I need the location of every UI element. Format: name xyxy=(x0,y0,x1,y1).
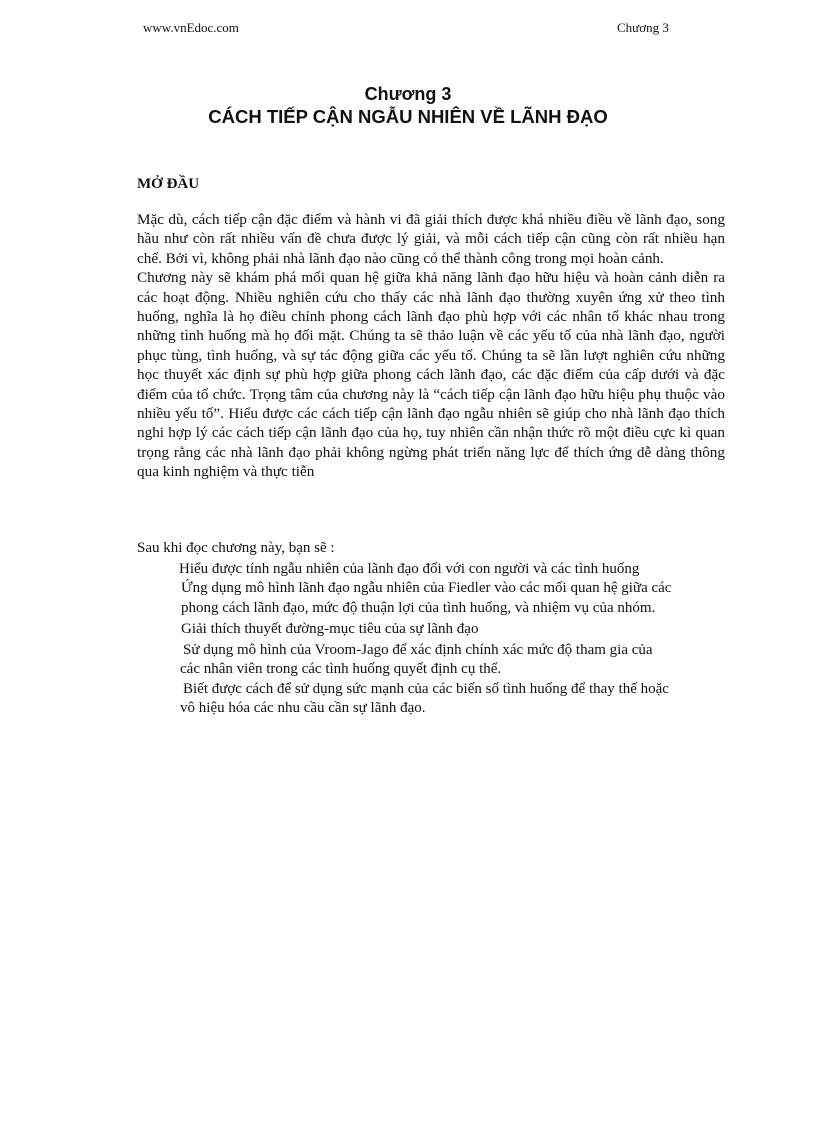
objective-text: Ứng dụng mô hình lãnh đạo ngẫu nhiên của Fiedler vào các mối quan hệ giữa các phong cách lãnh đạo, mức độ thuận lợi của tình huống, và nhiệm vụ của nhóm. xyxy=(181,580,672,616)
objectives-list xyxy=(137,560,737,719)
objectives-intro: Sau khi đọc chương này, bạn sẽ : xyxy=(137,540,335,556)
objective-item xyxy=(137,579,681,618)
objective-text-continued: vô hiệu hóa các nhu cầu cần sự lãnh đạo. xyxy=(180,700,426,716)
objectives-block xyxy=(137,539,737,719)
objective-item xyxy=(137,680,727,719)
header-chapter: Chương 3 xyxy=(617,20,669,35)
header-site: www.vnEdoc.com xyxy=(143,20,239,35)
body-text xyxy=(137,210,725,482)
objective-text: Hiểu được tính ngẫu nhiên của lãnh đạo đối với con người và các tình huống xyxy=(179,560,640,577)
objective-item xyxy=(137,560,737,580)
paragraph-2: Chương này sẽ khám phá mối quan hệ giữa khả năng lãnh đạo hữu hiệu và hoàn cảnh diễn ra các hoạt động. Nhiều nghiên cứu cho thấy các nhà lãnh đạo thường xuyên ứng xử theo tình huống, nghĩa là họ điều chỉnh phong cách lãnh đạo phù hợp với các nhân tố khác nhau trong những tình huống mà họ đối mặt. Chúng ta sẽ thảo luận về các yếu tố của nhà lãnh đạo, người phục tùng, tình huống, và sự tác động giữa các yếu tố. Chúng ta sẽ lần lượt nghiên cứu những học thuyết xác định sự phù hợp giữa phong cách lãnh đạo, các đặc điểm của cấp dưới và đặc điểm của tổ chức. Trọng tâm của chương này là “cách tiếp cận lãnh đạo hữu hiệu phụ thuộc vào nhiều yếu tố”. Hiểu được các cách tiếp cận lãnh đạo ngẫu nhiên sẽ giúp cho nhà lãnh đạo thích nghi hợp lý các cách tiếp cận lãnh đạo của họ, tuy nhiên cần nhận thức rõ một điều cực kì quan trọng rằng các nhà lãnh đạo phải không ngừng phát triển năng lực để thích ứng dễ dàng thông qua kinh nghiệm và thực tiễn xyxy=(137,269,725,481)
paragraph-1: Mặc dù, cách tiếp cận đặc điểm và hành vi đã giải thích được khá nhiều điều về lãnh đạo, song hầu như còn rất nhiều vấn đề chưa được lý giải, và mỗi cách tiếp cận cũng còn rất nhiều hạn chế. Bởi vì, không phải nhà lãnh đạo nào cũng có thể thành công trong mọi hoàn cảnh. xyxy=(137,211,725,267)
chapter-number: Chương 3 xyxy=(364,84,452,104)
objective-text: Sử dụng mô hình của Vroom-Jago để xác định chính xác mức độ tham gia của xyxy=(183,641,653,658)
objective-item xyxy=(137,620,737,640)
objective-text: Biết được cách để sử dụng sức mạnh của các biến số tình huống để thay thế hoặc xyxy=(183,680,669,697)
objective-text: Giải thích thuyết đường-mục tiêu của sự lãnh đạo xyxy=(181,621,479,637)
section-heading: MỞ ĐẦU xyxy=(137,176,200,192)
chapter-title: CÁCH TIẾP CẬN NGẪU NHIÊN VỀ LÃNH ĐẠO xyxy=(208,106,608,127)
objective-item xyxy=(137,641,727,680)
objective-text-continued: các nhân viên trong các tình huống quyết định cụ thể. xyxy=(180,661,502,677)
